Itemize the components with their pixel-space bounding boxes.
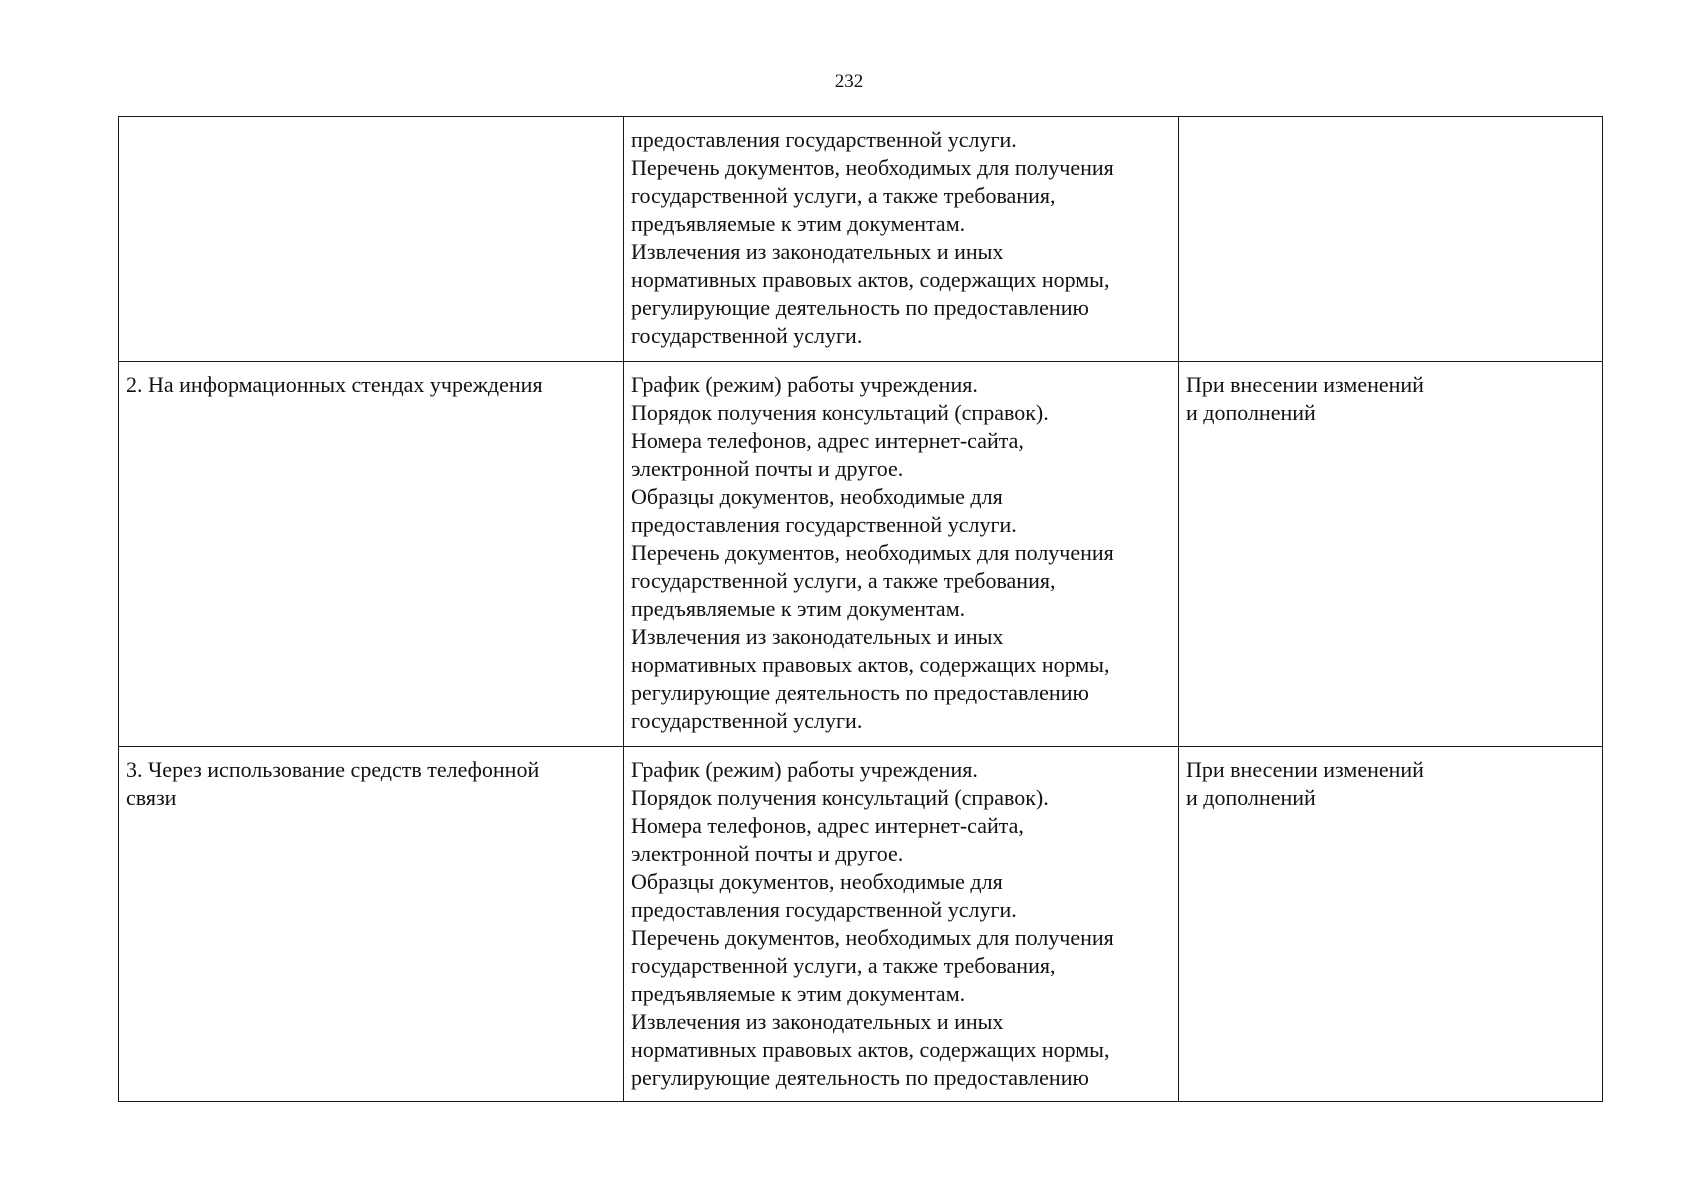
cell-text-line: Извлечения из законодательных и иных [631,624,1004,649]
cell-text-line: Перечень документов, необходимых для получения [631,155,1114,180]
table-cell-update-terms [1179,117,1603,362]
table-body [119,117,1603,1102]
table-cell-channel [119,117,624,362]
cell-text-line: График (режим) работы учреждения. [631,757,978,782]
cell-text-line: и дополнений [1186,785,1316,810]
cell-text-line: Номера телефонов, адрес интернет-сайта, [631,428,1024,453]
cell-text-line: нормативных правовых актов, содержащих нормы, [631,1037,1110,1062]
cell-text-line: регулирующие деятельность по предоставлению [631,680,1089,705]
cell-text-line: Перечень документов, необходимых для получения [631,540,1114,565]
table-cell-content [624,117,1179,362]
table-cell-update-terms [1179,362,1603,747]
cell-text-line: Извлечения из законодательных и иных [631,239,1004,264]
cell-text-line: Образцы документов, необходимые для [631,484,1003,509]
cell-text-line: предоставления государственной услуги. [631,127,1017,152]
document-table [118,116,1603,1102]
cell-text-line: предъявляемые к этим документам. [631,596,966,621]
cell-text-line: нормативных правовых актов, содержащих нормы, [631,267,1110,292]
table-row [119,747,1603,1102]
table-cell-content [624,747,1179,1102]
cell-text-line: регулирующие деятельность по предоставлению [631,295,1089,320]
cell-text-line: Порядок получения консультаций (справок). [631,785,1049,810]
cell-text-line: регулирующие деятельность по предоставлению [631,1065,1089,1090]
cell-text-line: При внесении изменений [1186,372,1424,397]
cell-text-line: График (режим) работы учреждения. [631,372,978,397]
cell-text-line: электронной почты и другое. [631,456,904,481]
table-row [119,362,1603,747]
cell-text-line: государственной услуги, а также требования, [631,568,1056,593]
cell-text-line: связи [126,785,177,810]
table-row [119,117,1603,362]
cell-text-line: государственной услуги, а также требования, [631,183,1056,208]
table-cell-update-terms [1179,747,1603,1102]
cell-text-line: Извлечения из законодательных и иных [631,1009,1004,1034]
table-cell-channel [119,362,624,747]
cell-text-line: государственной услуги, а также требования, [631,953,1056,978]
cell-text-line: предоставления государственной услуги. [631,897,1017,922]
cell-text-line: При внесении изменений [1186,757,1424,782]
cell-text-line: нормативных правовых актов, содержащих нормы, [631,652,1110,677]
cell-text-line: Перечень документов, необходимых для получения [631,925,1114,950]
cell-text-line: государственной услуги. [631,323,863,348]
cell-text-line: государственной услуги. [631,708,863,733]
cell-text-line: предоставления государственной услуги. [631,512,1017,537]
cell-text-line: Номера телефонов, адрес интернет-сайта, [631,813,1024,838]
table-cell-content [624,362,1179,747]
cell-text-line: Образцы документов, необходимые для [631,869,1003,894]
cell-text-line: Порядок получения консультаций (справок). [631,400,1049,425]
cell-text-line: предъявляемые к этим документам. [631,981,966,1006]
table-cell-channel [119,747,624,1102]
cell-text-line: предъявляемые к этим документам. [631,211,966,236]
cell-text-line: и дополнений [1186,400,1316,425]
page-number: 232 [834,71,864,92]
cell-text-line: 3. Через использование средств телефонной [126,757,540,782]
cell-text-line: 2. На информационных стендах учреждения [126,372,543,397]
cell-text-line: электронной почты и другое. [631,841,904,866]
